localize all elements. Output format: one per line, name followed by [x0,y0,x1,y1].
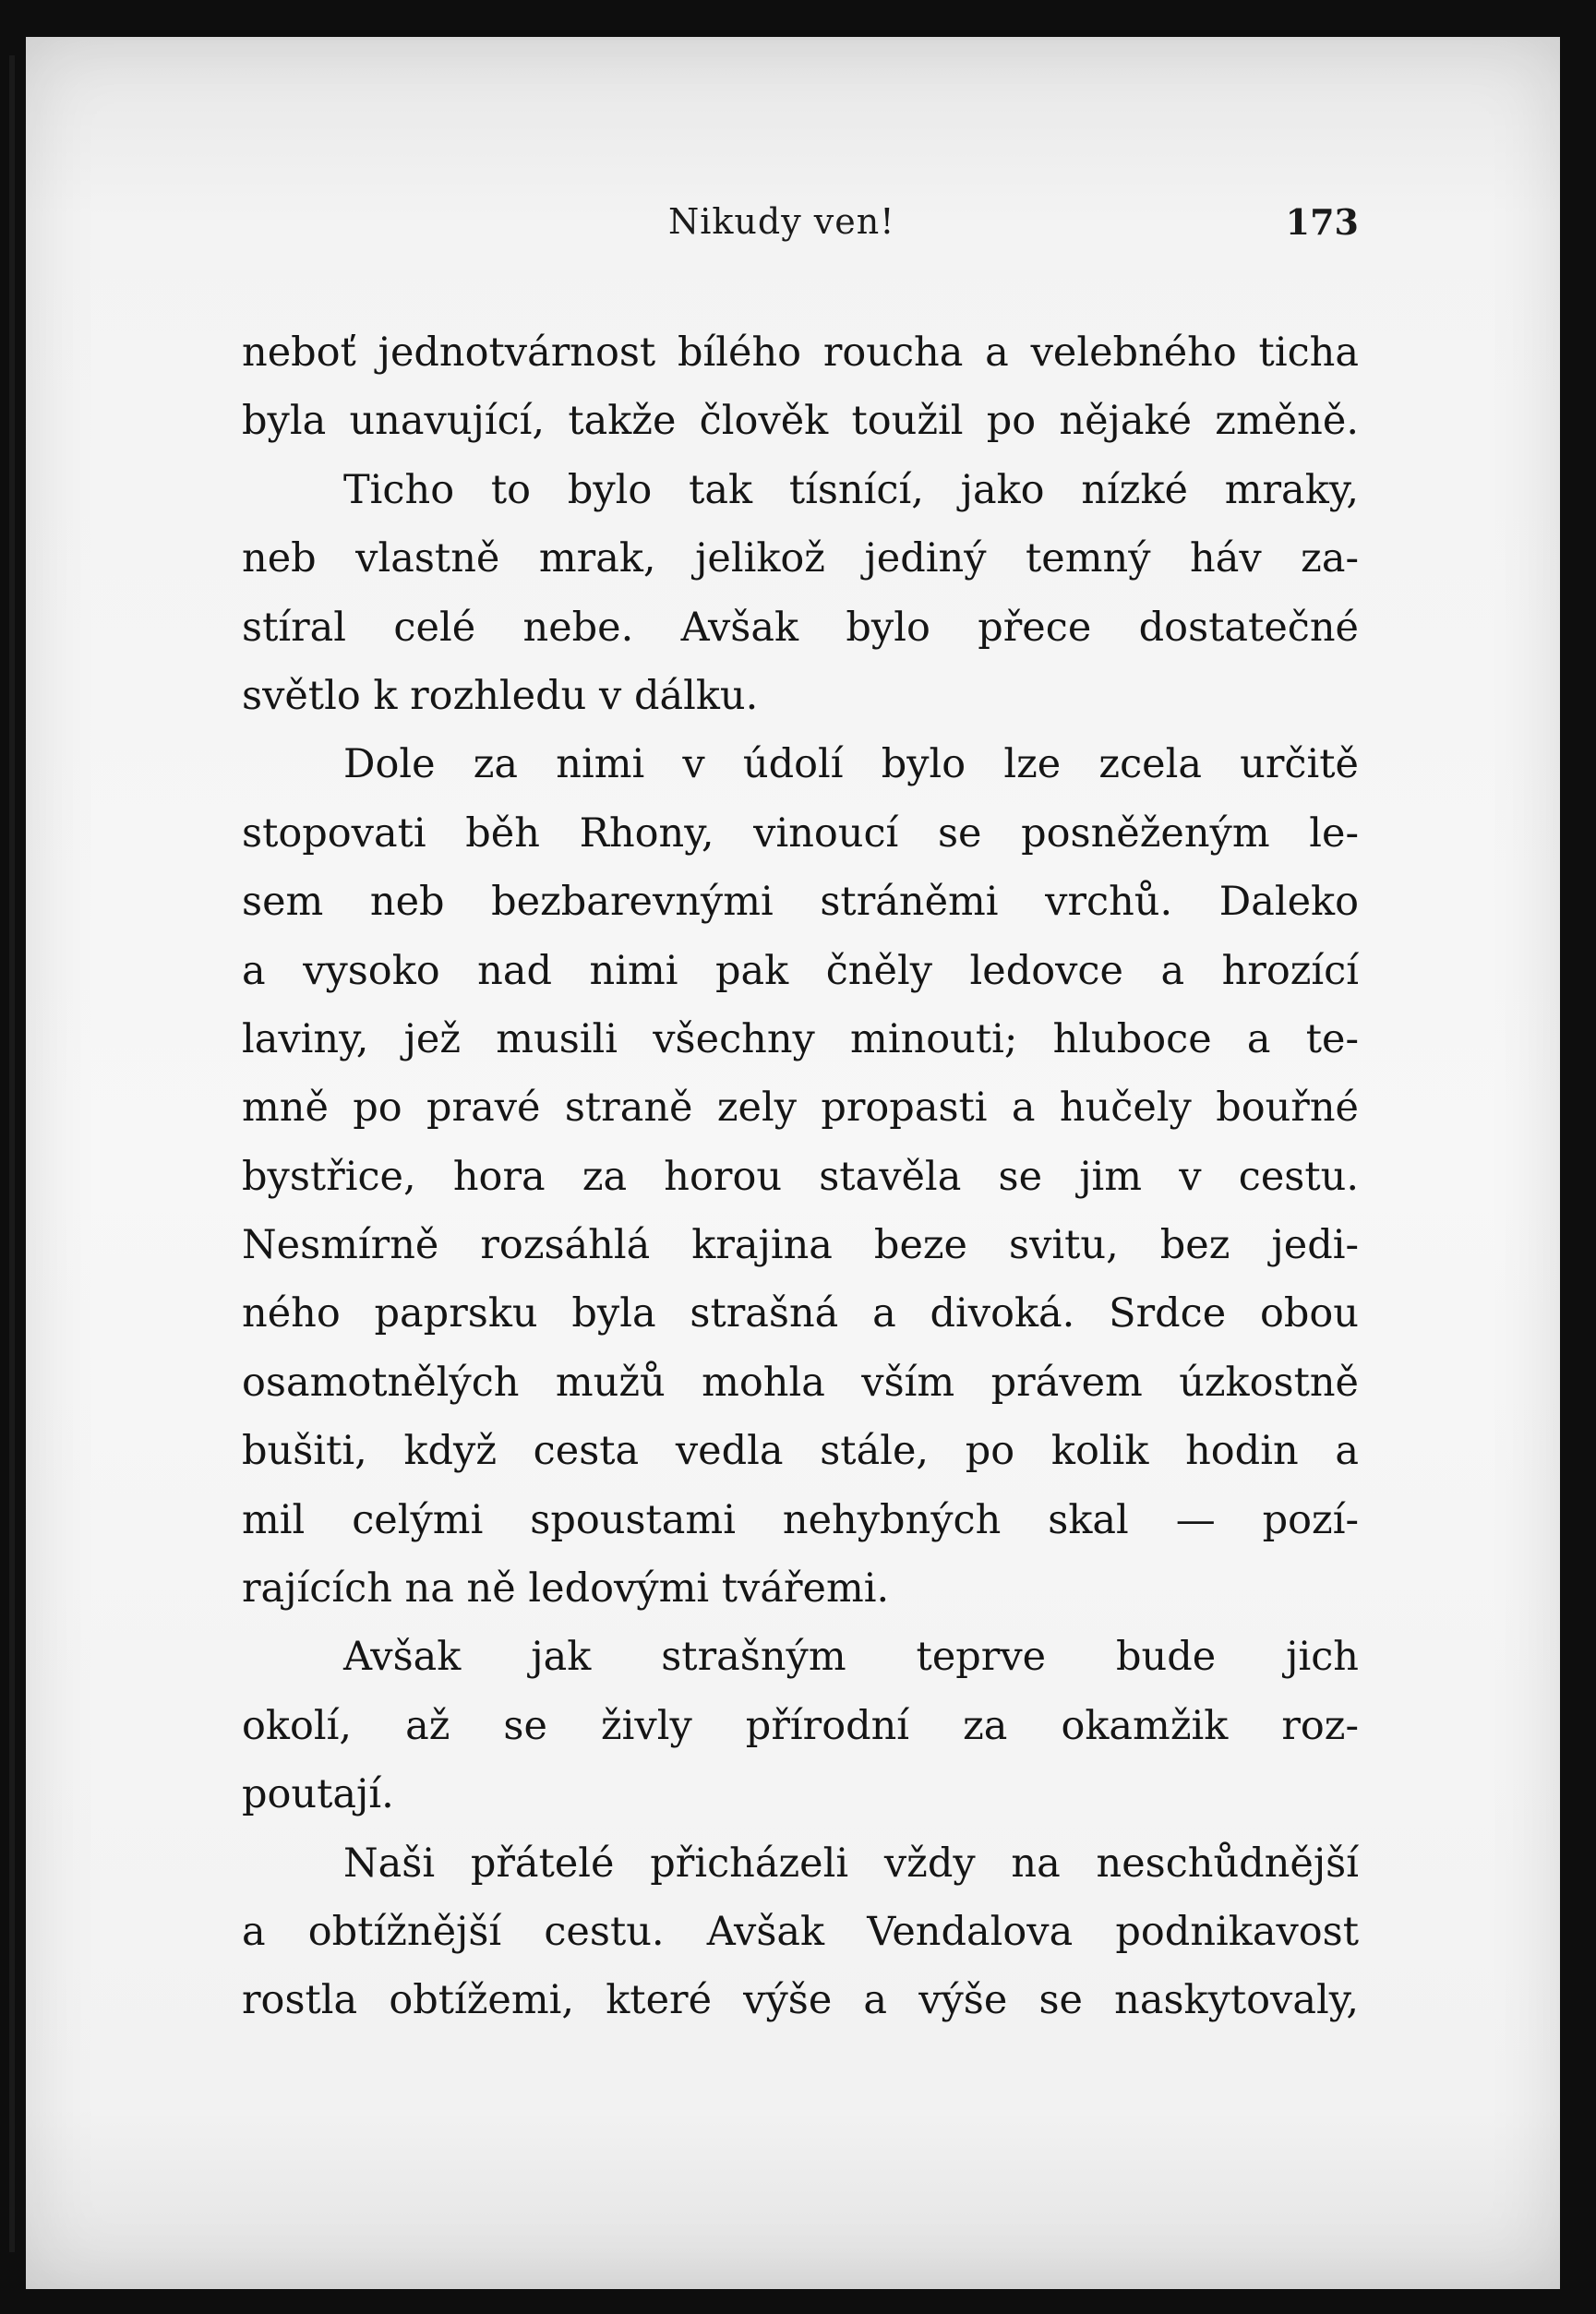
text-line: neb vlastně mrak, jelikož jediný temný háv za- [242,535,1359,582]
text-line: Ticho to bylo tak tísnící, jako nízké mraky, [343,466,1359,513]
text-line: mil celými spoustami nehybných skal — pozí- [242,1496,1359,1543]
text-line: a obtížnější cestu. Avšak Vendalova podnikavost [242,1908,1359,1955]
page-number: 173 [1285,201,1359,243]
text-line: sem neb bezbarevnými stráněmi vrchů. Daleko [242,879,1359,926]
text-line: ného paprsku byla strašná a divoká. Srdce obou [242,1290,1359,1337]
text-line: Naši přátelé přicházeli vždy na neschůdnější [343,1840,1359,1887]
running-title: Nikudy ven! [668,201,895,242]
text-line: stíral celé nebe. Avšak bylo přece dostatečné [242,604,1359,651]
text-line: osamotnělých mužů mohla vším právem úzkostně [242,1359,1359,1406]
text-line: rostla obtížemi, které výše a výše se naskytovaly, [242,1977,1359,2024]
text-line: poutají. [242,1771,394,1818]
body-text [242,318,1359,2035]
text-line: Nesmírně rozsáhlá krajina beze svitu, bez jedi- [242,1222,1359,1269]
page-binding-edge [9,55,15,2252]
text-line: laviny, jež musili všechny minouti; hluboce a te- [242,1015,1359,1062]
text-line: neboť jednotvárnost bílého roucha a velebného ticha [242,330,1359,376]
text-line: a vysoko nad nimi pak čněly ledovce a hrozící [242,947,1359,994]
text-line: Avšak jak strašným teprve bude jich [343,1634,1359,1681]
page-header [242,201,1359,257]
text-line: stopovati běh Rhony, vinoucí se posněženým le- [242,809,1359,857]
text-line: světlo k rozhledu v dálku. [242,672,759,719]
text-line: rajících na ně ledovými tvářemi. [242,1565,890,1613]
text-line: bušiti, když cesta vedla stále, po kolik hodin a [242,1428,1359,1475]
text-line: bystřice, hora za horou stavěla se jim v cestu. [242,1153,1359,1200]
text-line: Dole za nimi v údolí bylo lze zcela určitě [343,741,1359,788]
text-line: mně po pravé straně zely propasti a hučely bouřné [242,1085,1359,1132]
text-line: okolí, až se živly přírodní za okamžik roz- [242,1702,1359,1749]
text-line: byla unavující, takže člověk toužil po nějaké změně. [242,398,1359,445]
